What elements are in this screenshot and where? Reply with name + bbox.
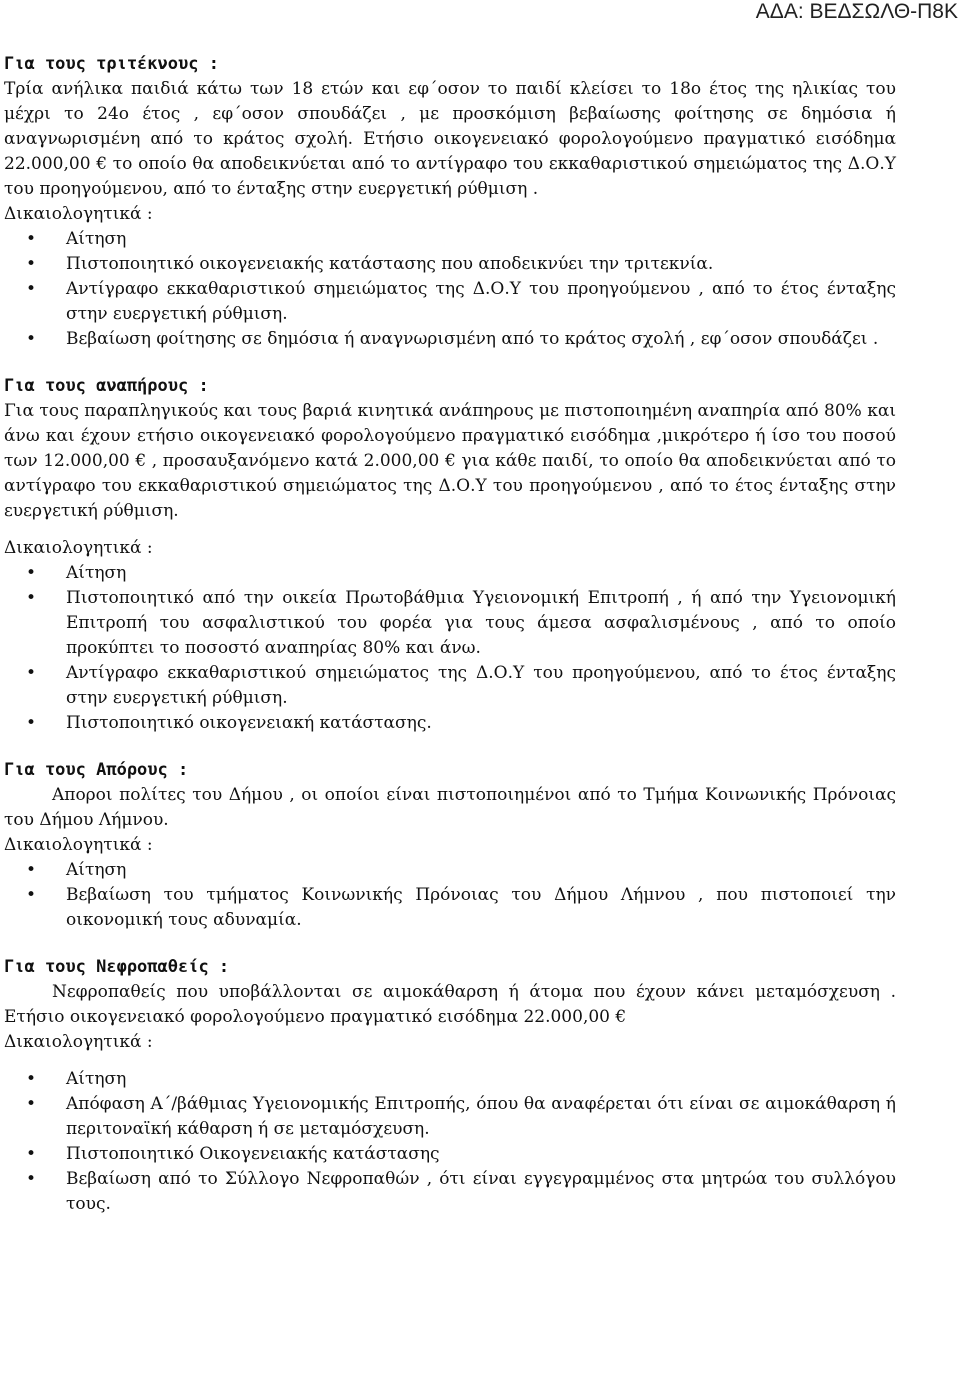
section-text: Νεφροπαθείς που υποβάλλονται σε αιμοκάθαρση ή άτομα που έχουν κάνει μεταμόσχευση . Ετήσιο οικογενειακό φορολογούμενο πραγματικό εισόδημα 22.000,00 € [4, 982, 896, 1027]
docs-list [4, 227, 896, 352]
docs-label: Δικαιολογητικά : [4, 204, 153, 224]
docs-label: Δικαιολογητικά : [4, 835, 153, 855]
section-title: Για τους Απόρους : [4, 760, 189, 780]
docs-item: • Αντίγραφο εκκαθαριστικού σημειώματος της Δ.Ο.Υ του προηγούμενου , από το έτος ένταξης στην ευεργετική ρύθμιση. [66, 277, 896, 327]
ada-code: ΑΔΑ: ΒΕΔΣΩΛΘ-Π8Κ [755, 0, 958, 23]
docs-item: • Αντίγραφο εκκαθαριστικού σημειώματος της Δ.Ο.Υ του προηγούμενου, από το έτος ένταξης στην ευεργετική ρύθμιση. [66, 661, 896, 711]
docs-item: • Αίτηση [66, 1067, 896, 1092]
document-page [4, 52, 896, 1217]
docs-label: Δικαιολογητικά : [4, 1032, 153, 1052]
section-title: Για τους Νεφροπαθείς : [4, 957, 230, 977]
section-trieknoi [4, 52, 896, 352]
section-anapiroi [4, 374, 896, 736]
section-text: Τρία ανήλικα παιδιά κάτω των 18 ετών και εφ΄οσον το παιδί κλείσει το 18ο έτος της ηλικίας του μέχρι το 24ο έτος , εφ΄οσον σπουδάζει , με προσκόμιση βεβαίωσης φοίτησης σε δημόσια ή αναγνωρισμένη από το κράτος σχολή. Ετήσιο οικογενειακό φορολογούμενο πραγματικό εισόδημα 22.000,00 € το οποίο θα αποδεικνύεται από το αντίγραφο του εκκαθαριστικού σημειώματος της Δ.Ο.Υ του προηγούμενου, από το ένταξης στην ευεργετική ρύθμιση . [4, 79, 896, 199]
docs-item: • Πιστοποιητικό από την οικεία Πρωτοβάθμια Υγειονομική Επιτροπή , ή από την Υγειονομική Επιτροπή του ασφαλιστικού του φορέα για τους άμεσα ασφαλισμένους , από το οποίο προκύπτει το ποσοστό αναπηρίας 80% και άνω. [66, 586, 896, 661]
docs-item: • Αίτηση [66, 227, 896, 252]
docs-item: • Βεβαίωση από το Σύλλογο Νεφροπαθών , ότι είναι εγγεγραμμένος στα μητρώα του συλλόγου τους. [66, 1167, 896, 1217]
docs-item: • Βεβαίωση φοίτησης σε δημόσια ή αναγνωρισμένη από το κράτος σχολή , εφ΄οσον σπουδάζει . [66, 327, 896, 352]
docs-item: • Αίτηση [66, 561, 896, 586]
docs-item: • Πιστοποιητικό οικογενειακής κατάστασης που αποδεικνύει την τριτεκνία. [66, 252, 896, 277]
docs-item: • Απόφαση Α΄/βάθμιας Υγειονομικής Επιτροπής, όπου θα αναφέρεται ότι είναι σε αιμοκάθαρση ή περιτοναϊκή κάθαρση ή σε μεταμόσχευση. [66, 1092, 896, 1142]
section-aporoi [4, 758, 896, 933]
docs-list [4, 1067, 896, 1217]
docs-item: • Πιστοποιητικό Οικογενειακής κατάστασης [66, 1142, 896, 1167]
docs-item: • Πιστοποιητικό οικογενειακή κατάστασης. [66, 711, 896, 736]
section-nefropatheis [4, 955, 896, 1217]
section-text: Για τους παραπληγικούς και τους βαριά κινητικά ανάπηρους με πιστοποιημένη αναπηρία από 80% και άνω και έχουν ετήσιο οικογενειακό φορολογούμενο πραγματικό εισόδημα ,μικρότερο ή ίσο του ποσού των 12.000,00 € , προσαυξανόμενο κατά 2.000,00 € για κάθε παιδί, το οποίο θα αποδεικνύεται από το αντίγραφο του εκκαθαριστικού σημειώματος της Δ.Ο.Υ του προηγούμενου , από το έτος ένταξης στην ευεργετική ρύθμιση. [4, 401, 896, 521]
section-title: Για τους αναπήρους : [4, 376, 209, 396]
docs-label: Δικαιολογητικά : [4, 538, 153, 558]
section-title: Για τους τριτέκνους : [4, 54, 219, 74]
docs-list [4, 858, 896, 933]
section-text: Απoροι πολίτες του Δήμου , οι οποίοι είναι πιστοποιημένοι από το Τμήμα Κοινωνικής Πρόνοιας του Δήμου Λήμνου. [4, 785, 896, 830]
docs-item: • Αίτηση [66, 858, 896, 883]
docs-list [4, 561, 896, 736]
docs-item: • Βεβαίωση του τμήματος Κοινωνικής Πρόνοιας του Δήμου Λήμνου , που πιστοποιεί την οικονομική τους αδυναμία. [66, 883, 896, 933]
